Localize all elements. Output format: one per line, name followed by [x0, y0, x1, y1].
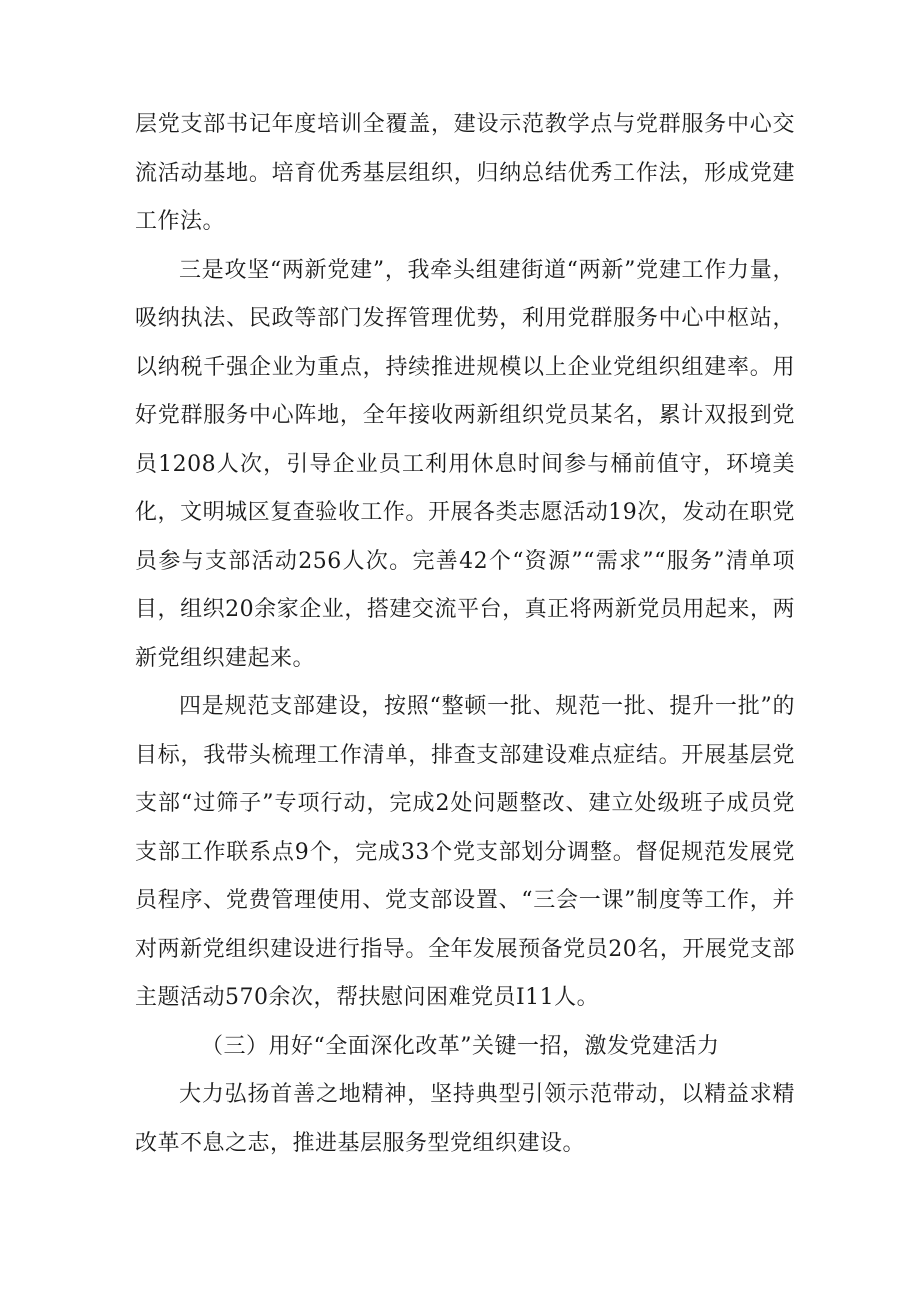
- paragraph-reform-spirit: 大力弘扬首善之地精神，坚持典型引领示范带动，以精益求精改革不息之志，推进基层服务型党组织建设。: [135, 1082, 795, 1156]
- paragraph-continuation: 层党支部书记年度培训全覆盖，建设示范教学点与党群服务中心交流活动基地。培育优秀基层组织，归纳总结优秀工作法，形成党建工作法。: [135, 112, 795, 234]
- section-heading: （三）用好“全面深化改革”关键一招，激发党建活力: [201, 1033, 720, 1059]
- paragraph-branch-standardization: 四是规范支部建设，按照“整顿一批、规范一批、提升一批”的目标，我带头梳理工作清单，排查支部建设难点症结。开展基层党支部“过筛子”专项行动，完成2处问题整改、建立处级班子成员党支部工作联系点9个，完成33个党支部划分调整。督促规范发展党员程序、党费管理使用、党支部设置、“三会一课”制度等工作，并对两新党组织建设进行指导。全年发展预备党员20名，开展党支部主题活动570余次，帮扶慰问困难党员I11人。: [135, 694, 795, 1010]
- paragraph-two-new-party-building: 三是攻坚“两新党建”，我牵头组建街道“两新”党建工作力量，吸纳执法、民政等部门发挥管理优势，利用党群服务中心中枢站，以纳税千强企业为重点，持续推进规模以上企业党组织组建率。用好党群服务中心阵地，全年接收两新组织党员某名，累计双报到党员1208人次，引导企业员工利用休息时间参与桶前值守，环境美化，文明城区复查验收工作。开展各类志愿活动19次，发动在职党员参与支部活动256人次。完善42个“资源”“需求”“服务”清单项目，组织20余家企业，搭建交流平台，真正将两新党员用起来，两新党组织建起来。: [135, 257, 795, 671]
- document-body: [135, 101, 795, 1168]
